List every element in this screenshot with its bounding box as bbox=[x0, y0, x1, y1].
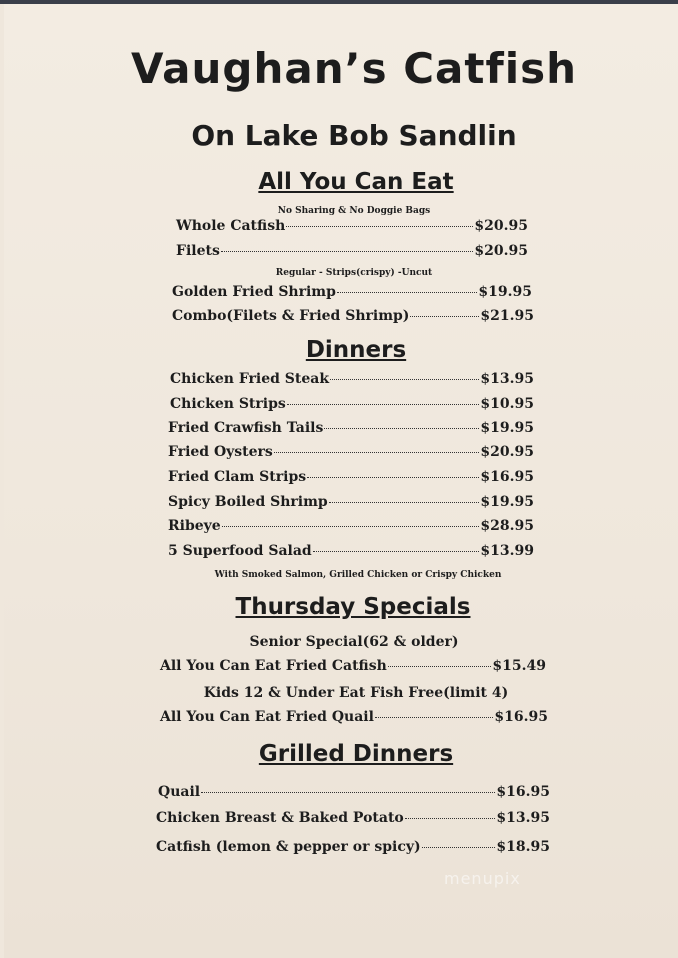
leader-dots bbox=[410, 316, 479, 317]
menu-item-row bbox=[170, 371, 534, 387]
leader-dots bbox=[375, 717, 493, 718]
item-price: $16.95 bbox=[494, 709, 548, 725]
item-price: $13.99 bbox=[480, 543, 534, 559]
kids-special: Kids 12 & Under Eat Fish Free(limit 4) bbox=[203, 685, 509, 701]
leader-dots bbox=[201, 792, 495, 793]
leader-dots bbox=[287, 404, 480, 405]
leader-dots bbox=[405, 818, 496, 819]
menu-item-row bbox=[168, 494, 534, 510]
restaurant-subtitle: On Lake Bob Sandlin bbox=[191, 119, 517, 152]
heading-all-you-can-eat: All You Can Eat bbox=[258, 169, 454, 195]
menu-item-row bbox=[172, 284, 532, 300]
item-name: Fried Clam Strips bbox=[168, 469, 307, 485]
salad-note: With Smoked Salmon, Grilled Chicken or Crispy Chicken bbox=[214, 570, 502, 580]
leader-dots bbox=[324, 428, 479, 429]
item-price: $19.95 bbox=[480, 494, 534, 510]
item-name: Combo(Filets & Fried Shrimp) bbox=[172, 308, 410, 324]
restaurant-title: Vaughan’s Catfish bbox=[130, 44, 578, 93]
item-name: Quail bbox=[158, 784, 201, 800]
menu-item-row bbox=[158, 784, 550, 800]
leader-dots bbox=[337, 292, 478, 293]
item-price: $28.95 bbox=[480, 518, 534, 534]
menu-item-row bbox=[160, 658, 546, 674]
item-name: Chicken Fried Steak bbox=[170, 371, 330, 387]
item-name: Ribeye bbox=[168, 518, 221, 534]
leader-dots bbox=[307, 477, 479, 478]
item-name: Filets bbox=[176, 243, 220, 259]
menu-item-row bbox=[168, 444, 534, 460]
item-price: $20.95 bbox=[480, 444, 534, 460]
item-name: Fried Crawfish Tails bbox=[168, 420, 324, 436]
item-name: Catfish (lemon & pepper or spicy) bbox=[156, 839, 421, 855]
item-price: $20.95 bbox=[474, 218, 528, 234]
leader-dots bbox=[329, 502, 480, 503]
menu-item-row bbox=[176, 218, 528, 234]
heading-dinners: Dinners bbox=[305, 337, 407, 363]
menu-page bbox=[4, 4, 678, 958]
item-name: Spicy Boiled Shrimp bbox=[168, 494, 328, 510]
item-name: Chicken Strips bbox=[170, 396, 286, 412]
item-price: $13.95 bbox=[496, 810, 550, 826]
style-note: Regular - Strips(crispy) -Uncut bbox=[275, 268, 433, 278]
heading-thursday-specials: Thursday Specials bbox=[235, 594, 471, 620]
leader-dots bbox=[274, 452, 480, 453]
item-name: Chicken Breast & Baked Potato bbox=[156, 810, 404, 826]
leader-dots bbox=[388, 666, 492, 667]
menu-item-row bbox=[176, 243, 528, 259]
menu-item-row bbox=[168, 420, 534, 436]
item-price: $20.95 bbox=[474, 243, 528, 259]
item-price: $15.49 bbox=[492, 658, 546, 674]
senior-special: Senior Special(62 & older) bbox=[249, 634, 459, 650]
leader-dots bbox=[222, 526, 480, 527]
item-price: $21.95 bbox=[480, 308, 534, 324]
item-name: Fried Oysters bbox=[168, 444, 273, 460]
item-price: $19.95 bbox=[478, 284, 532, 300]
leader-dots bbox=[422, 847, 496, 848]
menu-item-row bbox=[160, 709, 548, 725]
item-name: Whole Catfish bbox=[176, 218, 286, 234]
watermark: menupix bbox=[444, 869, 521, 888]
menu-item-row bbox=[168, 543, 534, 559]
menu-item-row bbox=[170, 396, 534, 412]
no-sharing-note: No Sharing & No Doggie Bags bbox=[277, 206, 431, 216]
leader-dots bbox=[313, 551, 480, 552]
item-price: $13.95 bbox=[480, 371, 534, 387]
menu-item-row bbox=[156, 839, 550, 855]
item-price: $18.95 bbox=[496, 839, 550, 855]
item-price: $16.95 bbox=[496, 784, 550, 800]
item-price: $10.95 bbox=[480, 396, 534, 412]
item-name: All You Can Eat Fried Catfish bbox=[160, 658, 387, 674]
item-name: 5 Superfood Salad bbox=[168, 543, 312, 559]
leader-dots bbox=[286, 226, 473, 227]
menu-item-row bbox=[168, 469, 534, 485]
item-name: Golden Fried Shrimp bbox=[172, 284, 336, 300]
menu-item-row bbox=[172, 308, 534, 324]
item-price: $16.95 bbox=[480, 469, 534, 485]
item-name: All You Can Eat Fried Quail bbox=[160, 709, 374, 725]
leader-dots bbox=[330, 379, 479, 380]
item-price: $19.95 bbox=[480, 420, 534, 436]
menu-item-row bbox=[168, 518, 534, 534]
leader-dots bbox=[221, 251, 474, 252]
menu-item-row bbox=[156, 810, 550, 826]
heading-grilled-dinners: Grilled Dinners bbox=[258, 741, 454, 767]
